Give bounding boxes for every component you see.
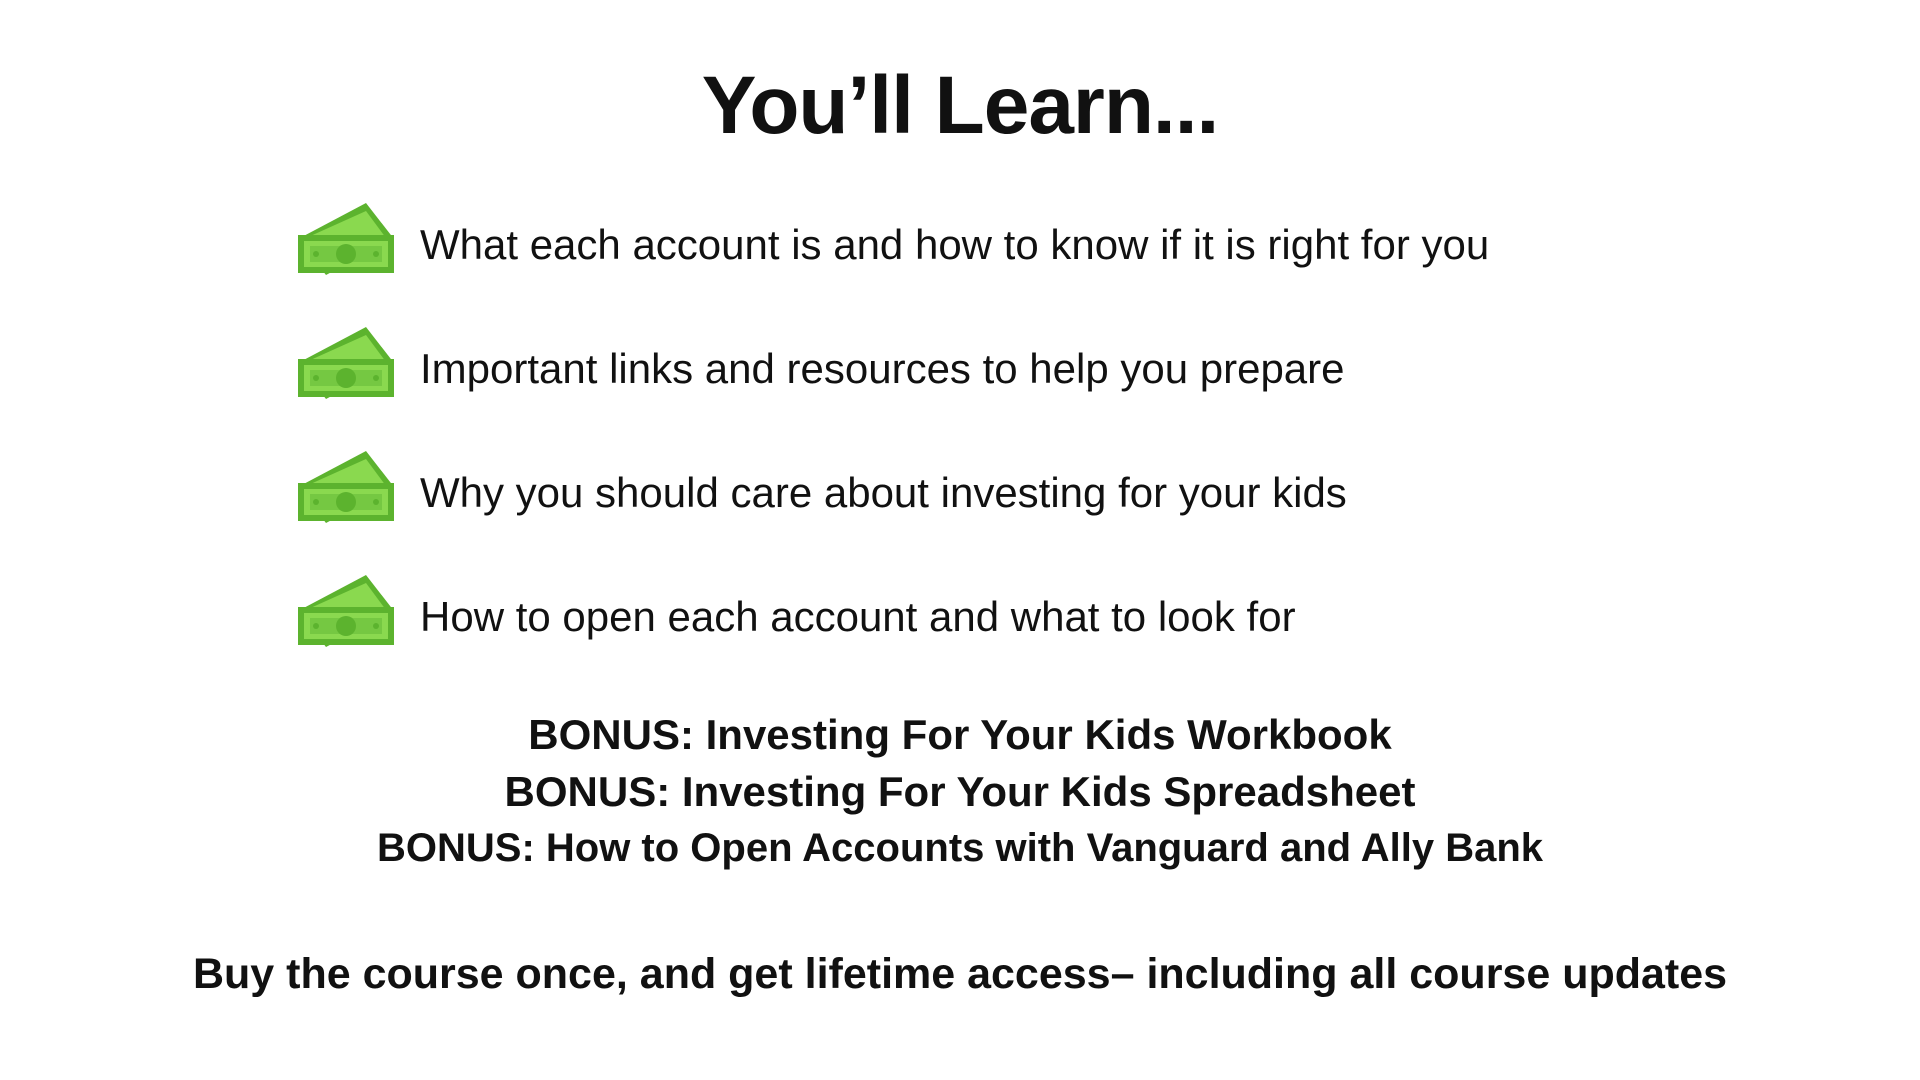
money-icon — [296, 449, 396, 523]
list-item — [296, 555, 1696, 679]
page-title: You’ll Learn... — [701, 60, 1219, 151]
learn-item-text: Important links and resources to help you prepare — [420, 345, 1345, 392]
list-item — [296, 431, 1696, 555]
learn-list — [296, 183, 1696, 679]
learn-item-text: How to open each account and what to look for — [420, 593, 1296, 640]
money-icon — [296, 573, 396, 647]
bonus-list — [0, 706, 1920, 877]
learn-item-text: Why you should care about investing for your kids — [420, 469, 1347, 516]
list-item — [296, 183, 1696, 307]
bonus-workbook: BONUS: Investing For Your Kids Workbook — [528, 711, 1392, 758]
learn-item-text: What each account is and how to know if it is right for you — [420, 221, 1490, 268]
bonus-spreadsheet: BONUS: Investing For Your Kids Spreadsheet — [504, 768, 1416, 815]
bonus-open-accounts: BONUS: How to Open Accounts with Vanguard and Ally Bank — [376, 826, 1543, 870]
lifetime-access-note: Buy the course once, and get lifetime access– including all course updates — [192, 950, 1728, 998]
money-icon — [296, 325, 396, 399]
money-icon — [296, 201, 396, 275]
list-item — [296, 307, 1696, 431]
